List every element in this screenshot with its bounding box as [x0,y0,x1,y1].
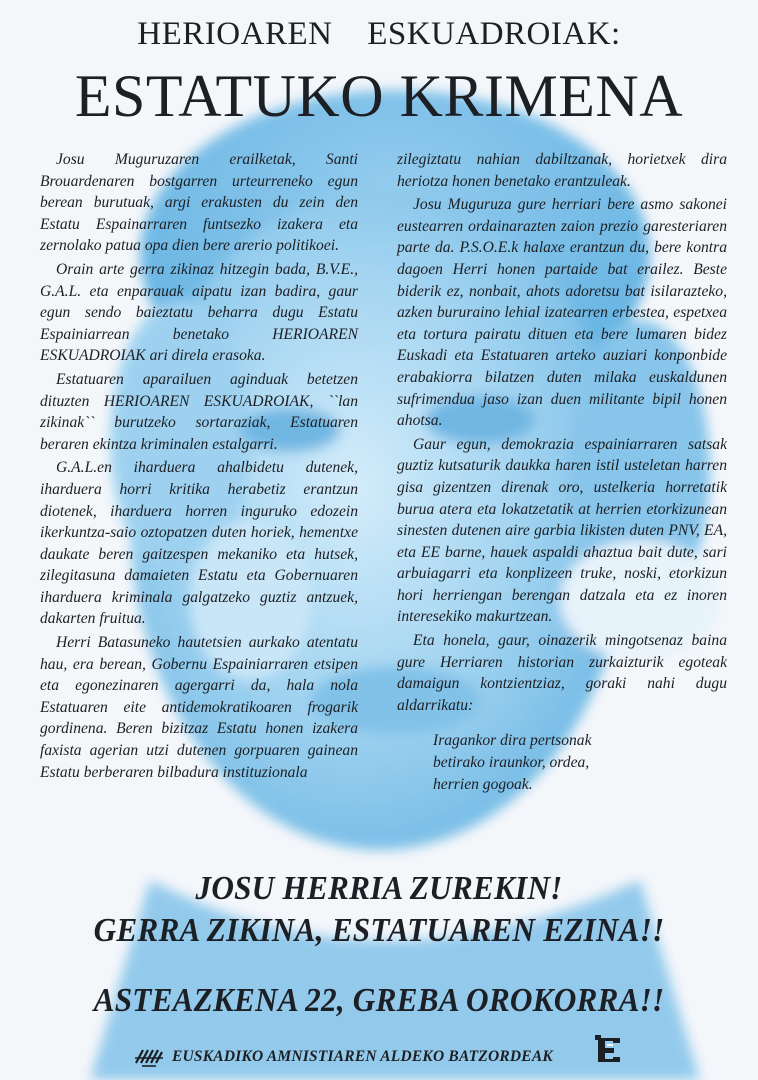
slogan-line-1: JOSU HERRIA ZUREKIN! [195,870,563,907]
left-column [40,149,358,785]
paragraph: Orain arte gerra zikinaz hitzegin bada, B.V.E., G.A.L. eta enparauak aipatu izan badira, gaur egun sendo baieztatu beharra dugu Estatu Espainiarrean benetako HERIOAREN ESKUADROIAK ari direla erasoka. [40,260,358,365]
paragraph: Gaur egun, demokrazia espainiarraren satsak guztiz kutsaturik daukka haren istil usteletan harren gisa gizentzen direnak oro, ustelkeria horretatik burua atera eta lokatzetatik at herrien etorkizunean sinesten dutenen aire garbia likisten duten PNV, EA, eta EE barne, hauek aspaldi ahaztua bait dute, sari arbuiagarri eta konplizeen truke, noski, etorkizun hori herriengan berengan datzala eta ez inoren interesekiko makurtzean. [397,435,727,626]
organization-logo-icon [134,1046,164,1068]
paragraph: zilegiztatu nahian dabiltzanak, horietxek dira heriotza honen benetako erantzuleak. [397,151,727,190]
headline-main: ESTATUKO KRIMENA [74,63,684,129]
emblem-logo-icon [594,1034,624,1066]
paragraph: Josu Muguruza gure herriari bere asmo sakonei eustearren ordainarazten zaion prezio garesteriaren parte da. P.S.O.E.k halaxe erantzun du, bere kontra dagoen Herri honen partaide bat erailez. Beste biderik ez, nonbait, ahots adoretsu bat isilarazteko, azken bururaino lehial izatearren erbestea, espetxea eta tortura pairatu dituen eta bere lumaren bidez Euskadi eta Estatuaren arteko auziari konponbide erabakiorra bilatzen duten milaka euskaldunen sufrimendua jaso izan duen militante bipil honen ahotsa. [397,196,727,430]
slogan-line-3: ASTEAZKENA 22, GREBA OROKORRA!! [93,982,665,1019]
paragraph: Estatuaren aparailuen aginduak betetzen dituzten HERIOAREN ESKUADROIAK, ``lan zikinak`` burutzeko sortaraziak, Estatuaren beraren ekintza kriminalen estalgarri. [40,370,358,453]
headline-top: HERIOAREN ESKUADROIAK: [137,16,621,52]
paragraph: Eta honela, gaur, oinazerik mingotsenaz baina gure Herriaren historian zurkaizturik egoteak damaigun kontzientziaz, goraki nahi dugu aldarrikatu: [397,632,727,714]
paragraph: Josu Muguruzaren erailketak, Santi Brouardenaren bostgarren urteurreneko egun berean burutuak, argi erakusten du zein den Estatu Espainarraren funtsezko izakera eta zernolako patua opa dien bere arerio politikoei. [40,151,358,255]
poem-line: Iragankor dira pertsonak [433,732,592,750]
poem-line: betirako iraunkor, ordea, [433,754,590,772]
footer [134,1042,624,1072]
footer-organization-name: EUSKADIKO AMNISTIAREN ALDEKO BATZORDEAK [172,1048,553,1065]
poem [397,730,727,795]
poem-line: herrien gogoak. [433,775,533,793]
paragraph: Herri Batasuneko hautetsien aurkako atentatu hau, era berean, Gobernu Espainiarraren etsipen eta egonezinaren agergarri da, hala nola Estatuaren eite antidemokratikoaren frogarik gordinena. Beren bizitzaz Estatu honen izakera faxista agerian utzi dutenen gorpuaren gainean Estatu berberaren bilbadura instituzionala [40,634,358,781]
right-column [397,149,727,795]
paragraph: G.A.L.en iharduera ahalbidetu dutenek, iharduera horri kritika herabetiz erantzun diotenek, iharduera horren inguruko edozein ikerkuntza-saio oztopatzen duten horiek, hementxe daukate beren gaitzespen mekaniko eta hutsek, zilegitasuna damaieten Estatu eta Gobernuaren iharduera kriminala galgatzeko guztiz antzuek, dakarten fruitua. [40,459,358,628]
slogan-line-2: GERRA ZIKINA, ESTATUAREN EZINA!! [93,912,665,949]
